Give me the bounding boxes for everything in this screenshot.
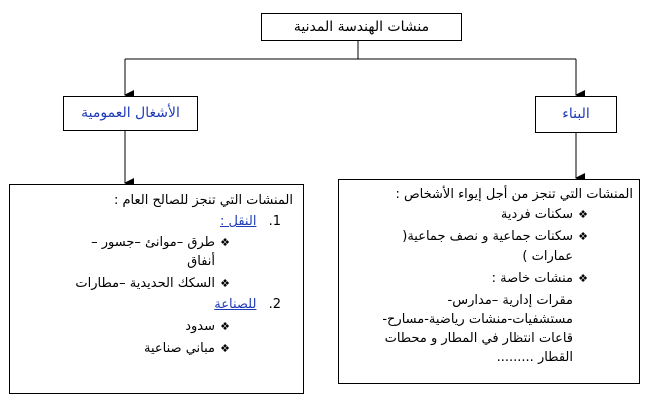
building-item-text: سكنات جماعية و نصف جماعية(: [402, 229, 573, 244]
section1-number: 1.: [268, 214, 281, 229]
root-title: منشات الهندسة المدنية: [293, 19, 430, 35]
diamond-bullet-icon: ❖: [578, 272, 588, 285]
building-item-text: منشات خاصة :: [491, 271, 573, 286]
building-title: البناء: [562, 106, 590, 122]
list-item: [18, 339, 235, 358]
section2-header: [18, 295, 281, 314]
building-item-text: عمارات ): [522, 249, 573, 264]
list-item: [18, 233, 235, 252]
special-line: مستشفيات-منشات رياضية-مسارح-: [382, 312, 573, 327]
building-details: [338, 179, 640, 384]
building-item-text: سكنات فردية: [500, 207, 573, 222]
section2-number: 2.: [268, 297, 281, 312]
list-item: [18, 317, 235, 336]
building-box-heading: المنشات التي تنجز من أجل إيواء الأشخاص :: [395, 187, 633, 202]
list-item: [347, 205, 593, 224]
public-works-node: [63, 96, 198, 131]
section1-header: [18, 212, 281, 231]
root-node: [261, 13, 462, 41]
diamond-bullet-icon: ❖: [220, 236, 230, 249]
diamond-bullet-icon: ❖: [578, 208, 588, 221]
list-item: [347, 269, 593, 288]
s2-item-text: سدود: [185, 319, 215, 334]
section1-title: النقل :: [220, 214, 257, 229]
diamond-bullet-icon: ❖: [578, 230, 588, 243]
special-line: مقرات إدارية –مدارس-: [447, 293, 573, 308]
public-works-details: [9, 184, 304, 394]
s1-item-text: السكك الحديدية –مطارات: [75, 276, 215, 291]
special-buildings-text: [347, 291, 573, 367]
public-works-title: الأشغال العمومية: [81, 105, 180, 121]
diamond-bullet-icon: ❖: [220, 277, 230, 290]
list-item: [347, 227, 593, 246]
special-line: القطار .........: [496, 350, 573, 365]
list-item-continuation: [18, 252, 215, 271]
building-node: [535, 96, 617, 133]
s1-item-text: طرق –موانئ –جسور –: [91, 235, 215, 250]
s1-item-text: أنفاق: [187, 254, 215, 269]
s2-item-text: مباني صناعية: [143, 341, 215, 356]
section2-title: للصناعة: [214, 297, 257, 312]
diamond-bullet-icon: ❖: [220, 342, 230, 355]
diamond-bullet-icon: ❖: [220, 320, 230, 333]
list-item: [18, 274, 235, 293]
special-line: قاعات انتظار في المطار و محطات: [384, 331, 573, 346]
list-item-continuation: [347, 247, 573, 266]
public-box-heading: المنشات التي تنجز للصالح العام :: [114, 193, 293, 208]
